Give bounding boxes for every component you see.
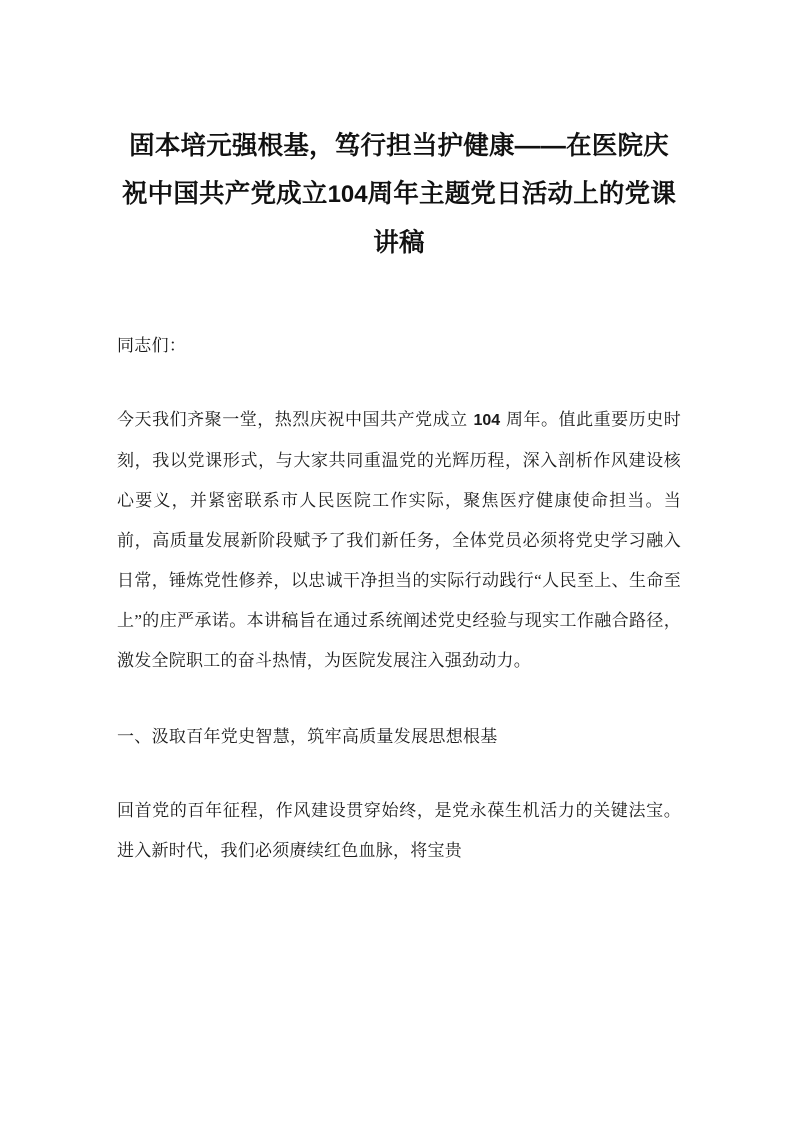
section-heading-1: 一、汲取百年党史智慧，筑牢高质量发展思想根基 xyxy=(117,727,498,746)
intro-paragraph-part1: 今天我们齐聚一堂，热烈庆祝中国共产党成立 xyxy=(117,410,473,429)
document-content xyxy=(117,0,681,871)
body-paragraph-1: 回首党的百年征程，作风建设贯穿始终，是党永葆生机活力的关键法宝。进入新时代，我们必须赓续红色血脉，将宝贵 xyxy=(117,801,681,860)
page-title-number: 104 xyxy=(327,181,368,208)
page-title-suffix: 周年主题党日活动上的党课讲稿 xyxy=(367,180,677,257)
intro-paragraph-part2: 周年。值此重要历史时刻，我以党课形式，与大家共同重温党的光辉历程，深入剖析作风建设核心要义，并紧密联系市人民医院工作实际，聚焦医疗健康使命担当。当前，高质量发展新阶段赋予了我们新任务，全体党员必须将党史学习融入日常，锤炼党性修养，以忠诚干净担当的实际行动践行“人民至上、生命至上”的庄严承诺。本讲稿旨在通过系统阐述党史经验与现实工作融合路径，激发全院职工的奋斗热情，为医院发展注入强劲动力。 xyxy=(117,410,682,670)
page-title-prefix: 固本培元强根基，笃行担当护健康——在医院庆祝中国共产党成立 xyxy=(121,132,669,208)
intro-paragraph xyxy=(117,366,681,681)
salutation: 同志们： xyxy=(117,336,187,355)
intro-paragraph-number: 104 xyxy=(473,412,501,429)
page-title xyxy=(117,0,681,267)
